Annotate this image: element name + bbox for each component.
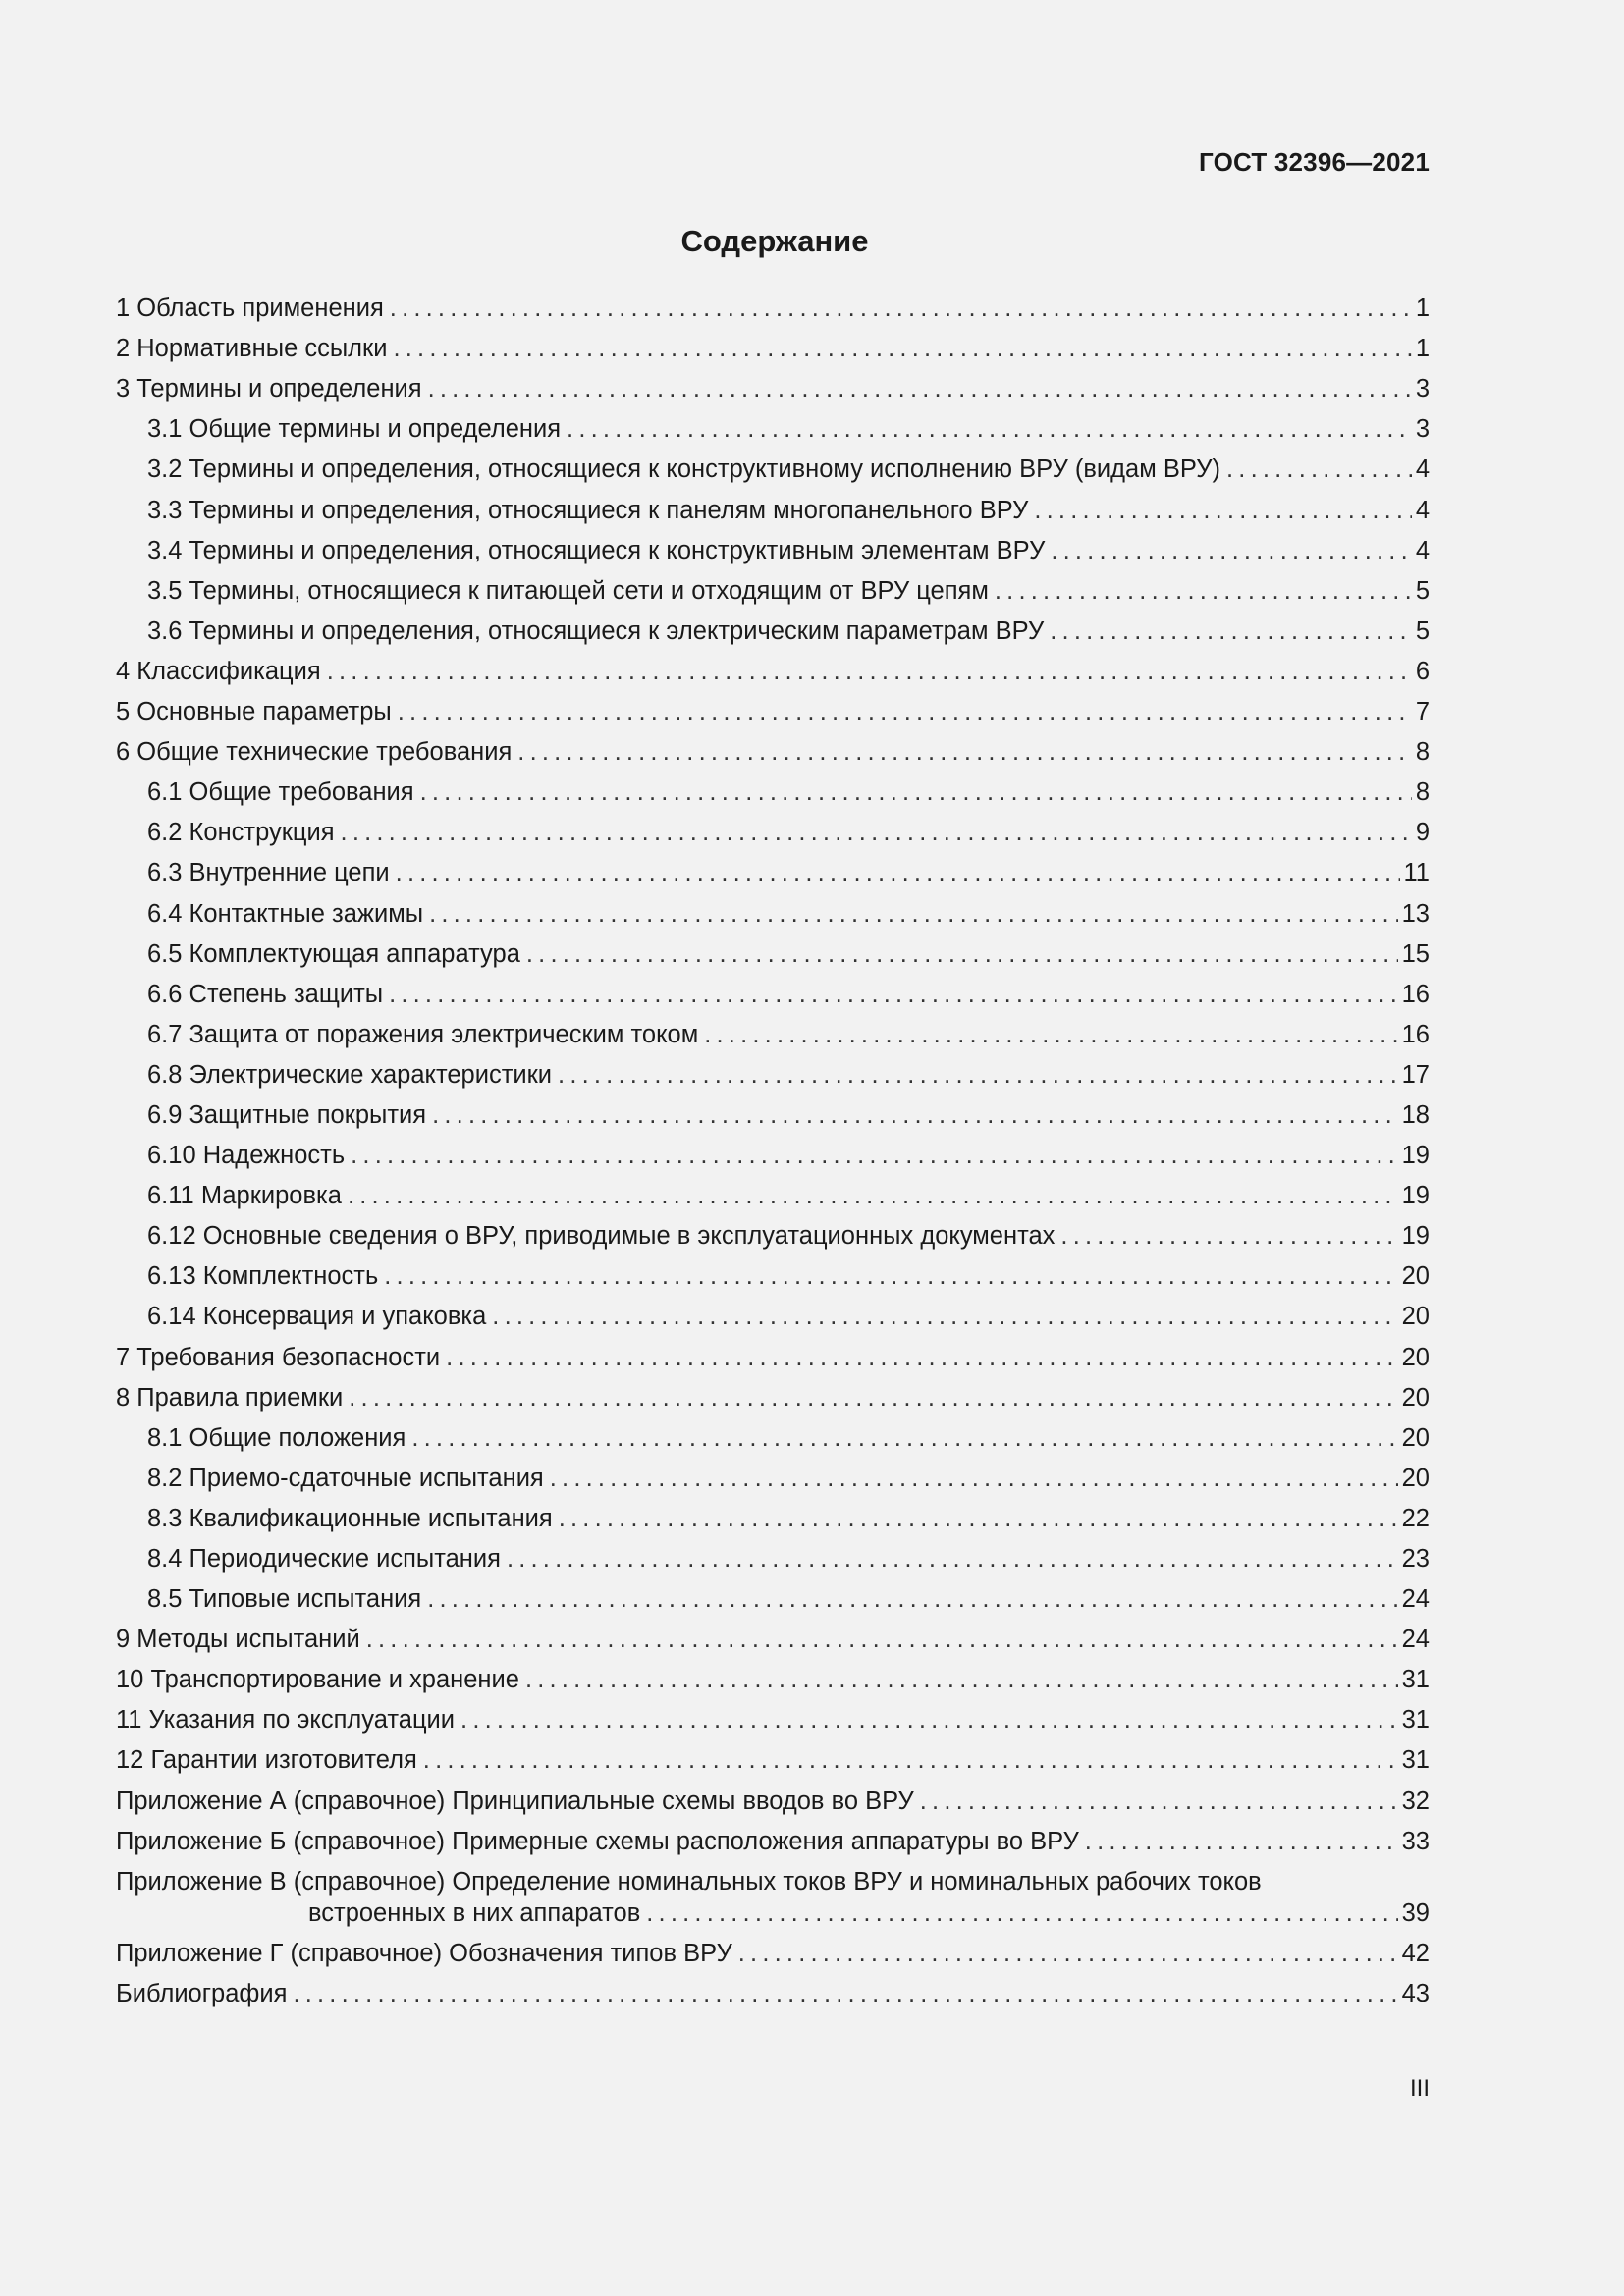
toc-entry-label: 11 Указания по эксплуатации — [116, 1706, 456, 1735]
toc-leader-dots — [327, 657, 1412, 686]
toc-leader-dots — [1034, 496, 1411, 525]
toc-entry-page: 13 — [1401, 899, 1430, 928]
toc-entry-page: 19 — [1401, 1222, 1430, 1251]
toc-entry[interactable] — [116, 403, 1430, 444]
toc-entry[interactable] — [116, 1574, 1430, 1614]
toc-entry[interactable] — [116, 606, 1430, 646]
toc-entry[interactable] — [116, 847, 1430, 887]
toc-entry[interactable] — [116, 1816, 1430, 1856]
toc-entry-label: 6.11 Маркировка — [147, 1182, 342, 1210]
toc-entry-page: 1 — [1415, 294, 1430, 323]
toc-leader-dots — [411, 1423, 1397, 1453]
toc-entry[interactable] — [116, 1009, 1430, 1049]
toc-entry-label: 3.4 Термины и определения, относящиеся к конструктивным элементам ВРУ — [147, 536, 1046, 564]
toc-leader-dots — [550, 1464, 1398, 1493]
toc-entry[interactable] — [116, 887, 1430, 928]
toc-entry-page: 31 — [1401, 1706, 1430, 1735]
toc-entry-label: 4 Классификация — [116, 657, 321, 685]
toc-entry-page: 15 — [1401, 939, 1430, 968]
toc-entry-page: 33 — [1401, 1827, 1430, 1855]
toc-leader-dots — [1226, 454, 1412, 484]
toc-entry-page: 4 — [1415, 455, 1430, 484]
toc-entry-page: 24 — [1401, 1626, 1430, 1654]
toc-entry-label: 8.1 Общие положения — [147, 1423, 406, 1452]
toc-entry[interactable] — [116, 767, 1430, 807]
toc-leader-dots — [293, 1979, 1397, 2008]
toc-leader-dots — [492, 1302, 1397, 1331]
toc-entry-page: 43 — [1401, 1979, 1430, 2007]
toc-entry[interactable] — [116, 646, 1430, 686]
toc-entry-page: 32 — [1401, 1787, 1430, 1815]
toc-entry[interactable] — [116, 1654, 1430, 1694]
toc-entry[interactable] — [116, 726, 1430, 767]
toc-entry[interactable] — [116, 525, 1430, 565]
toc-entry-label: 6.12 Основные сведения о ВРУ, приводимые в эксплуатационных документах — [147, 1222, 1056, 1251]
toc-entry-page: 20 — [1401, 1262, 1430, 1291]
toc-leader-dots — [1085, 1827, 1398, 1856]
toc-entry-page: 4 — [1415, 536, 1430, 564]
toc-entry-label: 6.5 Комплектующая аппаратура — [147, 939, 520, 968]
toc-entry-page: 4 — [1415, 496, 1430, 524]
toc-entry-label: 8.5 Типовые испытания — [147, 1585, 422, 1614]
toc-entry-label: 6.8 Электрические характеристики — [147, 1060, 553, 1089]
toc-entry-label: 3.1 Общие термины и определения — [147, 415, 562, 444]
toc-entry-page: 20 — [1401, 1423, 1430, 1452]
toc-entry[interactable] — [116, 1170, 1430, 1210]
toc-leader-dots — [460, 1705, 1398, 1735]
toc-entry-page: 20 — [1401, 1464, 1430, 1492]
toc-leader-dots — [389, 980, 1398, 1009]
toc-entry[interactable] — [116, 1210, 1430, 1251]
toc-leader-dots — [646, 1898, 1397, 1928]
toc-entry-page: 16 — [1401, 980, 1430, 1008]
toc-entry-label: 6.4 Контактные зажимы — [147, 899, 424, 928]
toc-entry-label: 6.1 Общие требования — [147, 778, 414, 807]
toc-entry[interactable] — [116, 1453, 1430, 1493]
toc-entry-label: 9 Методы испытаний — [116, 1626, 360, 1654]
toc-entry-label: Приложение Г (справочное) Обозначения типов ВРУ — [116, 1939, 732, 1967]
toc-entry-label: 8.2 Приемо-сдаточные испытания — [147, 1464, 544, 1492]
toc-entry-page: 8 — [1415, 778, 1430, 807]
toc-entry[interactable] — [116, 1251, 1430, 1291]
toc-entry[interactable] — [116, 686, 1430, 726]
toc-entry-page: 18 — [1401, 1100, 1430, 1129]
toc-entry-page: 9 — [1415, 819, 1430, 847]
toc-entry-label: 6.14 Консервация и упаковка — [147, 1303, 487, 1331]
toc-entry[interactable] — [116, 969, 1430, 1009]
toc-entry-label: 2 Нормативные ссылки — [116, 335, 388, 363]
toc-leader-dots — [567, 414, 1412, 444]
toc-entry-label: 8.4 Периодические испытания — [147, 1545, 501, 1573]
toc-leader-dots — [517, 737, 1412, 767]
toc-leader-dots — [1051, 536, 1412, 565]
toc-entry-page: 17 — [1401, 1060, 1430, 1089]
toc-entry-page: 6 — [1415, 657, 1430, 685]
toc-leader-dots — [428, 374, 1412, 403]
toc-leader-dots — [398, 697, 1412, 726]
toc-entry-label: 3 Термины и определения — [116, 375, 422, 403]
toc-entry-label: 6.13 Комплектность — [147, 1262, 379, 1291]
toc-leader-dots — [920, 1787, 1398, 1816]
toc-entry-label: 6.3 Внутренние цепи — [147, 859, 390, 887]
toc-leader-dots — [1060, 1221, 1397, 1251]
toc-entry-label: 6 Общие технические требования — [116, 738, 513, 767]
toc-entry-page: 11 — [1403, 859, 1430, 887]
toc-entry-page: 7 — [1415, 698, 1430, 726]
toc-entry-page: 22 — [1401, 1504, 1430, 1532]
toc-entry[interactable] — [116, 1049, 1430, 1090]
toc-leader-dots — [995, 576, 1412, 606]
toc-leader-dots — [525, 1665, 1398, 1694]
table-of-contents — [116, 283, 1430, 2008]
toc-title: Содержание — [680, 224, 869, 258]
toc-entry[interactable] — [116, 1694, 1430, 1735]
toc-entry-label: 6.7 Защита от поражения электрическим током — [147, 1020, 699, 1048]
toc-leader-dots — [351, 1141, 1398, 1170]
toc-entry-appendix-v[interactable] — [116, 1856, 1430, 1928]
toc-leader-dots — [1050, 616, 1412, 646]
toc-entry-page: 8 — [1415, 738, 1430, 767]
toc-leader-dots — [393, 334, 1411, 363]
toc-entry-page: 1 — [1415, 335, 1430, 363]
toc-entry-page: 20 — [1401, 1343, 1430, 1371]
toc-entry-label: 6.9 Защитные покрытия — [147, 1100, 427, 1129]
toc-leader-dots — [341, 818, 1412, 847]
toc-entry-page: 3 — [1415, 415, 1430, 444]
toc-entry-label: 7 Требования безопасности — [116, 1343, 441, 1371]
toc-entry-page: 42 — [1401, 1939, 1430, 1967]
toc-entry-page: 31 — [1401, 1746, 1430, 1775]
toc-entry-label: 6.6 Степень защиты — [147, 980, 384, 1008]
toc-leader-dots — [738, 1939, 1398, 1968]
toc-entry-label: Приложение В (справочное) Определение номинальных токов ВРУ и номинальных рабочих токов — [116, 1867, 1262, 1896]
toc-entry-label: Библиография — [116, 1979, 288, 2007]
toc-entry[interactable] — [116, 929, 1430, 969]
toc-entry[interactable] — [116, 807, 1430, 847]
toc-entry[interactable] — [116, 363, 1430, 403]
toc-entry-label: 6.2 Конструкция — [147, 819, 335, 847]
toc-leader-dots — [507, 1544, 1398, 1574]
toc-leader-dots — [420, 777, 1412, 807]
toc-leader-dots — [558, 1060, 1398, 1090]
toc-entry[interactable] — [116, 1533, 1430, 1574]
toc-entry[interactable] — [116, 565, 1430, 606]
toc-entry[interactable] — [116, 1968, 1430, 2008]
toc-entry-page: 16 — [1401, 1020, 1430, 1048]
toc-leader-dots — [396, 858, 1400, 887]
toc-entry[interactable] — [116, 1614, 1430, 1654]
toc-entry-page: 3 — [1415, 375, 1430, 403]
doc-code: ГОСТ 32396—2021 — [1199, 147, 1430, 177]
toc-leader-dots — [349, 1383, 1397, 1413]
toc-entry-page: 5 — [1415, 616, 1430, 645]
toc-entry-label: 5 Основные параметры — [116, 698, 392, 726]
toc-entry[interactable] — [116, 1090, 1430, 1130]
toc-entry[interactable] — [116, 444, 1430, 484]
toc-leader-dots — [390, 294, 1412, 323]
toc-entry-label: 3.5 Термины, относящиеся к питающей сети и отходящим от ВРУ цепям — [147, 576, 989, 605]
toc-entry[interactable] — [116, 1735, 1430, 1775]
toc-entry[interactable] — [116, 323, 1430, 363]
toc-leader-dots — [526, 939, 1398, 969]
toc-entry-label: 6.10 Надежность — [147, 1142, 346, 1170]
toc-leader-dots — [427, 1584, 1397, 1614]
toc-entry[interactable] — [116, 484, 1430, 524]
toc-leader-dots — [423, 1745, 1398, 1775]
page-number: III — [1409, 2075, 1430, 2102]
toc-entry-label: Приложение А (справочное) Принципиальные схемы вводов во ВРУ — [116, 1787, 914, 1815]
toc-entry-page: 39 — [1401, 1898, 1430, 1927]
toc-entry[interactable] — [116, 1291, 1430, 1331]
toc-entry-page: 23 — [1401, 1545, 1430, 1573]
toc-entry-page: 20 — [1401, 1303, 1430, 1331]
toc-entry[interactable] — [116, 1372, 1430, 1413]
toc-leader-dots — [384, 1261, 1397, 1291]
toc-entry-label: 8 Правила приемки — [116, 1383, 344, 1412]
toc-entry-page: 5 — [1415, 576, 1430, 605]
toc-leader-dots — [348, 1181, 1398, 1210]
toc-entry[interactable] — [116, 1493, 1430, 1533]
toc-leader-dots — [432, 1100, 1398, 1130]
toc-entry-page: 24 — [1401, 1585, 1430, 1614]
toc-entry[interactable] — [116, 1331, 1430, 1371]
toc-leader-dots — [429, 899, 1398, 929]
toc-entry[interactable] — [116, 1130, 1430, 1170]
toc-entry-label: Приложение Б (справочное) Примерные схемы расположения аппаратуры во ВРУ — [116, 1827, 1079, 1855]
toc-entry[interactable] — [116, 1928, 1430, 1968]
toc-entry-page: 20 — [1401, 1383, 1430, 1412]
toc-entry-label-cont: встроенных в них аппаратов — [308, 1898, 641, 1927]
toc-leader-dots — [559, 1504, 1398, 1533]
toc-leader-dots — [446, 1343, 1397, 1372]
toc-entry-label: 12 Гарантии изготовителя — [116, 1746, 417, 1775]
toc-entry[interactable] — [116, 283, 1430, 323]
toc-entry-page: 19 — [1401, 1182, 1430, 1210]
toc-entry[interactable] — [116, 1775, 1430, 1815]
toc-entry[interactable] — [116, 1413, 1430, 1453]
toc-entry-page: 31 — [1401, 1666, 1430, 1694]
toc-leader-dots — [704, 1020, 1397, 1049]
toc-entry-label: 8.3 Квалификационные испытания — [147, 1504, 553, 1532]
toc-entry-page: 19 — [1401, 1142, 1430, 1170]
toc-leader-dots — [366, 1625, 1398, 1654]
toc-entry-label: 3.6 Термины и определения, относящиеся к электрическим параметрам ВРУ — [147, 616, 1045, 645]
toc-entry-label: 10 Транспортирование и хранение — [116, 1666, 519, 1694]
toc-entry-label: 1 Область применения — [116, 294, 384, 323]
toc-entry-label: 3.3 Термины и определения, относящиеся к панелям многопанельного ВРУ — [147, 496, 1029, 524]
toc-entry-label: 3.2 Термины и определения, относящиеся к конструктивному исполнению ВРУ (видам ВРУ) — [147, 455, 1220, 484]
